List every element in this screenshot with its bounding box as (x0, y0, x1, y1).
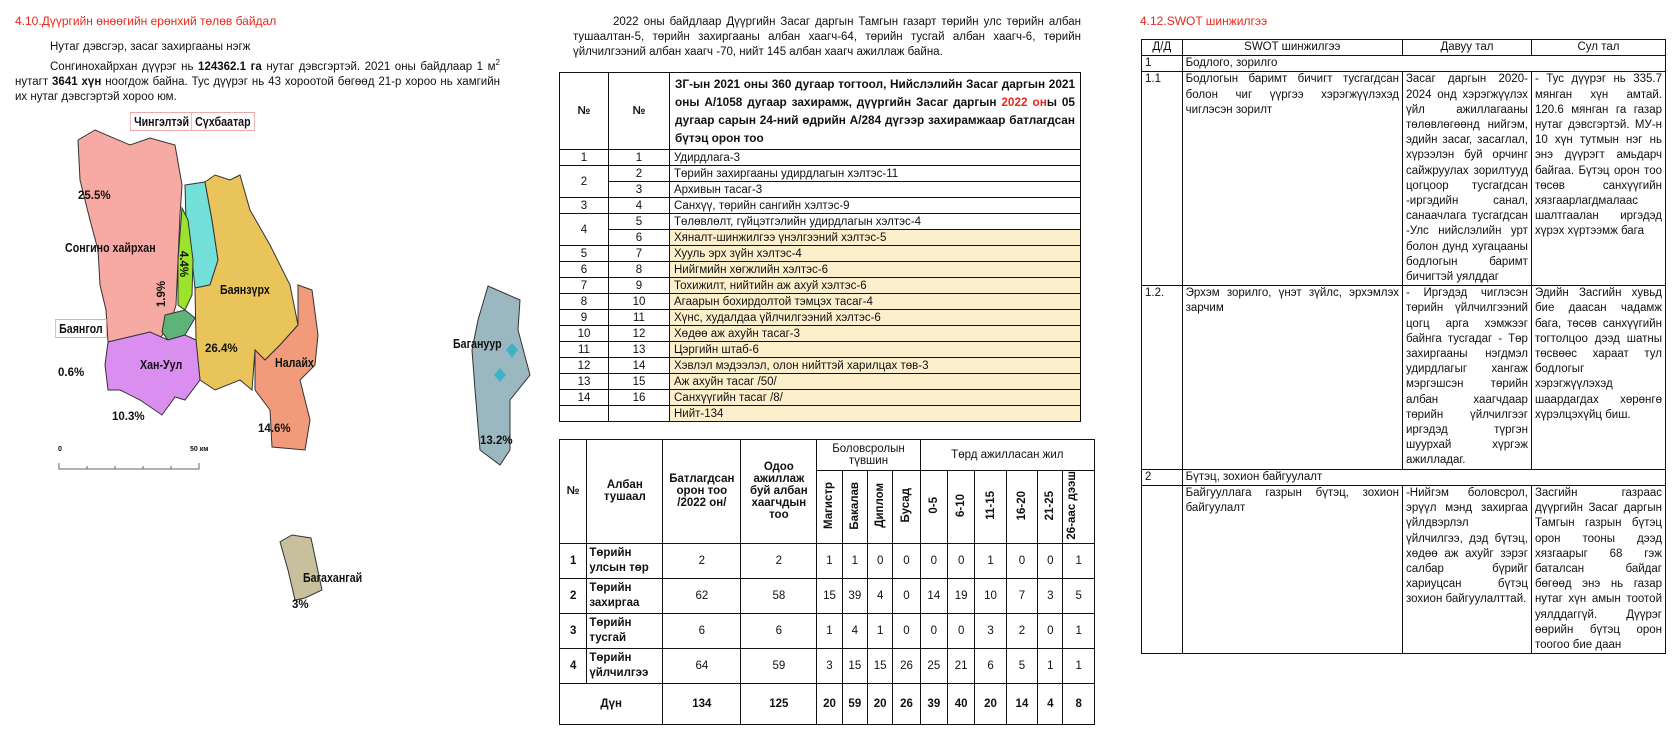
cell-n2 (609, 406, 670, 422)
cell-text: Тохижилт, нийтийн аж ахуй хэлтэс-6 (670, 278, 1081, 294)
cell-edu: 0 (893, 543, 920, 578)
table-row-total (560, 683, 1095, 724)
cell-n1: 2 (560, 166, 609, 198)
cell-no: 3 (560, 613, 587, 648)
col-approved: Батлагдсан орон тоо /2022 он/ (663, 440, 741, 544)
cell-position: Төрийн тусгай (587, 613, 663, 648)
cell-yrs: 0 (1038, 543, 1063, 578)
table-row (1142, 72, 1666, 286)
cell-n1: 13 (560, 374, 609, 390)
label-bayangol: Баянгол (55, 319, 107, 338)
table-row (560, 613, 1095, 648)
cell-yrs: 0 (1038, 613, 1063, 648)
cell-edu: 20 (817, 683, 842, 724)
table-row-total (560, 406, 1081, 422)
section-title-4-10: 4.10.Дүүргийн өнөөгийн ерөнхий төлөв байдал (15, 14, 277, 28)
swot-table (1141, 39, 1666, 654)
row-weakness: - Тус дүүрэг нь 335.7 мянган хүн амтай. 120.6 мянган га газар нутаг дэвсгэртэй. МУ-н 10 хүн тутмын нэг нь энэ дүүрэгт амьдарч байгаа. Бүтэц орон тоо төсөв санхүүгийн хязгаарлагдмалаас шалтгаалан иргэдэд хүрэх хүртээмж бага (1531, 72, 1665, 286)
col-structure-header (670, 73, 1081, 150)
col-yrs-16-20: 16-20 (1015, 490, 1028, 520)
cell-edu: 15 (817, 578, 842, 613)
cell-edu: 0 (893, 613, 920, 648)
cell-current: 6 (741, 613, 817, 648)
cell-yrs: 5 (1063, 578, 1095, 613)
header-text-a: ЗГ-ын 2021 оны 360 дугаар тогтоол, Нийслэлийн Засаг даргын 2021 оны А/1058 дугаар захирамж, дүүргийн Засаг даргын (675, 77, 1075, 109)
para-text-2: нутаг дэвсгэртэй. 2021 оны байдлаар 1 (261, 60, 484, 73)
col-yrs-6-10: 6-10 (955, 493, 968, 517)
cell-text: Цэргийн штаб-6 (670, 342, 1081, 358)
cell-yrs: 39 (920, 683, 947, 724)
cell-edu: 26 (893, 648, 920, 683)
table-row (560, 246, 1081, 262)
staff-intro-paragraph: 2022 оны байдлаар Дүүргийн Засаг даргын Тамгын газарт төрийн улс төрийн албан тушаалтан-5, төрийн захиргааны албан хаагч-64, төрийн тусгай албан хаагч-6, төрийн үйлчилгээний албан хаагч -70, нийт 145 албан хаагч ажиллаж байна. (573, 16, 1081, 58)
col-no-2: № (609, 73, 670, 150)
pct-baganuur: 13.2% (480, 435, 513, 447)
pct-bagakhangai: 3% (292, 599, 309, 611)
cell-n2: 11 (609, 310, 670, 326)
row-strength: Засаг даргын 2020-2024 онд хэрэгжүүлэх үйл ажиллагааны төлөвлөгөөнд нийгэм, эдийн засаг, засаглал, хүрээлэн буй орчинг сайжруулах зорилтууд цогцоор тусгагдсан -иргэдийн санал, санаачлага тусгагдсан -Улс нийслэлийн урт болон дунд хугацааны бодлогын баримт бичигтэй уялддаг (1402, 72, 1531, 286)
cell-approved: 62 (663, 578, 741, 613)
header-text-b: ы 05 дугаар сарын 24-ний өдрийн А/284 дүгээр захирамжаар батлагдсан бүтэц орон тоо (675, 95, 1075, 145)
cell-yrs: 19 (948, 578, 975, 613)
group-no: 1 (1142, 56, 1183, 72)
table-row (560, 150, 1081, 166)
group-row (1142, 56, 1666, 72)
para-text-3: нутагт (15, 75, 53, 88)
table-row (560, 214, 1081, 230)
table-row (560, 166, 1081, 182)
cell-yrs: 1 (1063, 648, 1095, 683)
row-weakness: Засгийн газраас дүүргийн Засаг даргын Тамгын газрын бүтэц орон тооны дээд хязгаарыг 68 гэж баталсан байдаг бөгөөд энэ нь газар нутаг хүн амын тоотой уялддаггүй. Дүүрэг өөрийн бүтэц орон тоогоо бие даан (1531, 485, 1665, 653)
col-years-group: Төрд ажилласан жил (920, 440, 1094, 471)
cell-yrs: 21 (948, 648, 975, 683)
col-yrs-21-25: 21-25 (1044, 490, 1057, 520)
cell-n1: 1 (560, 150, 609, 166)
cell-current: 58 (741, 578, 817, 613)
cell-n1: 5 (560, 246, 609, 262)
cell-n2: 1 (609, 150, 670, 166)
para-text-4: ноогдож байна. Тус дүүрэг нь 43 хороотой бөгөөд 21-р хороо нь хамгийн их нутаг дэвсгэртэй хороо юм. (15, 75, 501, 103)
cell-n1: 14 (560, 390, 609, 406)
group-row (1142, 469, 1666, 485)
cell-text: Агаарын бохирдолтой тэмцэх тасаг-4 (670, 294, 1081, 310)
table-row (560, 278, 1081, 294)
pct-nalaikh: 14.6% (258, 423, 291, 435)
label-songinokhairkhan: Сонгино хайрхан (65, 240, 156, 255)
table-row (560, 358, 1081, 374)
cell-yrs: 7 (1006, 578, 1037, 613)
cell-n1: 9 (560, 310, 609, 326)
col-current: Одоо ажиллаж буй албан хаагчдын тоо (741, 440, 817, 544)
unit-sup: 2 (495, 58, 500, 67)
section-title-4-12: 4.12.SWOT шинжилгээ (1140, 14, 1268, 28)
label-baganuur: Багануур (453, 336, 502, 351)
row-weakness: Эдийн Засгийн хувьд бие даасан чадамж бага, төсөв санхүүгийн тогтолцоо дээд шатны төсвөөс хараат тул бодлогыг хэрэгжүүлэхэд шаардагдах хөрөнгө хүрэлцэхүйц биш. (1531, 286, 1665, 469)
table-row (560, 326, 1081, 342)
district-map (0, 110, 560, 670)
col-strength: Давуу тал (1402, 40, 1531, 56)
cell-edu: 59 (842, 683, 867, 724)
cell-n2: 4 (609, 198, 670, 214)
table-row (560, 543, 1095, 578)
cell-yrs: 1 (975, 543, 1006, 578)
label-nalaikh: Налайх (275, 355, 314, 370)
cell-edu: 0 (893, 578, 920, 613)
cell-n1: 10 (560, 326, 609, 342)
cell-text: Нийт-134 (670, 406, 1081, 422)
group-no: 2 (1142, 469, 1183, 485)
cell-n2: 6 (609, 230, 670, 246)
cell-n2: 13 (609, 342, 670, 358)
cell-yrs: 20 (975, 683, 1006, 724)
cell-position: Төрийн захиргаа (587, 578, 663, 613)
para-text-1: Сонгинохайрхан дүүрэг нь (50, 60, 199, 73)
cell-text: Хууль эрх зүйн хэлтэс-4 (670, 246, 1081, 262)
table-row (560, 198, 1081, 214)
table-row (560, 648, 1095, 683)
cell-n2: 2 (609, 166, 670, 182)
row-item: Байгууллага газрын бүтэц, зохион байгуулалт (1182, 485, 1402, 653)
col-diploma: Диплом (874, 482, 887, 528)
cell-yrs: 1 (1038, 648, 1063, 683)
cell-n2: 5 (609, 214, 670, 230)
cell-text: Удирдлага-3 (670, 150, 1081, 166)
cell-yrs: 1 (1063, 543, 1095, 578)
cell-text: Санхүүгийн тасаг /8/ (670, 390, 1081, 406)
cell-position: Төрийн үйлчилгээ (587, 648, 663, 683)
cell-text: Архивын тасаг-3 (670, 182, 1081, 198)
cell-edu: 1 (867, 613, 892, 648)
col-yrs-0-5: 0-5 (927, 496, 940, 514)
row-no: 1.2. (1142, 286, 1183, 469)
cell-n2: 3 (609, 182, 670, 198)
group-title: Бүтэц, зохион байгуулалт (1182, 469, 1665, 485)
subheading: Нутаг дэвсгэр, засаг захиргааны нэгж (50, 41, 251, 53)
structure-table (559, 72, 1081, 422)
col-swot: SWOT шинжилгээ (1182, 40, 1402, 56)
cell-edu: 1 (817, 543, 842, 578)
cell-yrs: 0 (920, 613, 947, 648)
cell-position: Төрийн улсын төр (587, 543, 663, 578)
pct-khan-uul: 10.3% (112, 411, 145, 423)
cell-n2: 16 (609, 390, 670, 406)
cell-yrs: 4 (1038, 683, 1063, 724)
pct-bayanzurkh: 26.4% (205, 343, 238, 355)
row-no: 1.1 (1142, 72, 1183, 286)
col-dd: Д/Д (1142, 40, 1183, 56)
pct-chingeltei: 1.9% (156, 280, 169, 308)
cell-no: 4 (560, 648, 587, 683)
cell-edu: 20 (867, 683, 892, 724)
cell-n2: 10 (609, 294, 670, 310)
cell-yrs: 3 (1038, 578, 1063, 613)
table-row (560, 182, 1081, 198)
cell-yrs: 6 (975, 648, 1006, 683)
pct-songinokhairkhan: 25.5% (78, 190, 111, 202)
table-row (560, 230, 1081, 246)
cell-text: Төрийн захиргааны удирдлагын хэлтэс-11 (670, 166, 1081, 182)
row-strength: - Иргэдэд чиглэсэн төрийн үйлчилгээний цогц арга хэмжээг байнга тусгадаг - Төр захиргааны нэгдмэл удирдлагыг хангаж мэргэшсэн төрийн албан хаагчдаар төрийн үйлчилгээг иргэдэд түргэн шуурхай хүргэж ажилладаг. (1402, 286, 1531, 469)
col-yrs-26-plus: 26-аас дээш (1065, 471, 1078, 540)
cell-yrs: 14 (1006, 683, 1037, 724)
col-no-1: № (560, 73, 609, 150)
cell-approved: 134 (663, 683, 741, 724)
cell-n2: 7 (609, 246, 670, 262)
cell-n1: 12 (560, 358, 609, 374)
cell-n2: 8 (609, 262, 670, 278)
col-position: Албан тушаал (587, 440, 663, 544)
cell-edu: 1 (817, 613, 842, 648)
cell-yrs: 14 (920, 578, 947, 613)
cell-approved: 2 (663, 543, 741, 578)
cell-edu: 0 (867, 543, 892, 578)
cell-current: 125 (741, 683, 817, 724)
cell-n1: 6 (560, 262, 609, 278)
cell-yrs: 8 (1063, 683, 1095, 724)
label-bagakhangai: Багахангай (303, 570, 363, 585)
cell-total-label: Дүн (560, 683, 663, 724)
col-master: Магистр (823, 481, 836, 529)
cell-n2: 14 (609, 358, 670, 374)
table-row (560, 294, 1081, 310)
label-bayanzurkh: Баянзүрх (220, 282, 270, 297)
cell-yrs: 2 (1006, 613, 1037, 648)
cell-edu: 4 (867, 578, 892, 613)
cell-edu: 15 (842, 648, 867, 683)
cell-yrs: 10 (975, 578, 1006, 613)
table-row (560, 578, 1095, 613)
staff-table (559, 439, 1095, 725)
cell-approved: 6 (663, 613, 741, 648)
header-text-red: 2022 он (1001, 95, 1047, 109)
cell-edu: 1 (842, 543, 867, 578)
cell-yrs: 1 (1063, 613, 1095, 648)
table-row (1142, 485, 1666, 653)
col-no: № (560, 440, 587, 544)
col-education-group: Боловсролын түвшин (817, 440, 920, 471)
cell-n2: 12 (609, 326, 670, 342)
row-item: Бодлогын баримт бичигт тусгагдсан болон чиг үүргээ хэрэгжүүлэхэд чиглэсэн зорилт (1182, 72, 1402, 286)
cell-text: Хүнс, худалдаа үйлчилгээний хэлтэс-6 (670, 310, 1081, 326)
cell-yrs: 0 (948, 613, 975, 648)
pct-bayangol: 0.6% (58, 367, 85, 379)
row-strength: -Нийгэм боловсрол, эрүүл мэнд захиргаа үйлдвэрлэл үйлчилгээ, дэд бүтэц, хөдөө аж ахуйг зэрэг салбар бүрийг хариуцсан бүтэц зохион байгуулалттай. (1402, 485, 1531, 653)
table-row (560, 262, 1081, 278)
area-value: 124362.1 га (198, 60, 262, 73)
cell-yrs: 25 (920, 648, 947, 683)
col-bachelor: Бакалав (848, 481, 861, 530)
cell-text: Хэвлэл мэдээлэл, олон нийттэй харилцах төв-3 (670, 358, 1081, 374)
cell-yrs: 0 (920, 543, 947, 578)
cell-edu: 4 (842, 613, 867, 648)
cell-no: 1 (560, 543, 587, 578)
cell-text: Нийгмийн хөгжлийн хэлтэс-6 (670, 262, 1081, 278)
cell-edu: 3 (817, 648, 842, 683)
cell-text: Санхүү, төрийн сангийн хэлтэс-9 (670, 198, 1081, 214)
row-item: Эрхэм зорилго, үнэт зүйлс, эрхэмлэх зарчим (1182, 286, 1402, 469)
cell-yrs: 0 (1006, 543, 1037, 578)
cell-n2: 15 (609, 374, 670, 390)
cell-text: Хөдөө аж ахуйн тасаг-3 (670, 326, 1081, 342)
intro-paragraph (15, 40, 500, 105)
table-row (560, 342, 1081, 358)
cell-text: Аж ахуйн тасаг /50/ (670, 374, 1081, 390)
pct-sukhbaatar: 4.4% (177, 250, 190, 278)
row-no (1142, 485, 1183, 653)
cell-yrs: 3 (975, 613, 1006, 648)
cell-yrs: 40 (948, 683, 975, 724)
col-weakness: Сул тал (1531, 40, 1665, 56)
cell-n1: 8 (560, 294, 609, 310)
label-chingeltei: Чингэлтэй (130, 112, 193, 131)
cell-current: 2 (741, 543, 817, 578)
cell-n1: 7 (560, 278, 609, 294)
unit-m: м (487, 60, 496, 73)
cell-no: 2 (560, 578, 587, 613)
col-other: Бусад (900, 488, 913, 523)
cell-approved: 64 (663, 648, 741, 683)
scale-start: 0 (58, 446, 62, 453)
table-row (560, 374, 1081, 390)
col-yrs-11-15: 11-15 (984, 490, 997, 520)
density-value: 3641 хүн (52, 75, 102, 88)
table-row (560, 390, 1081, 406)
cell-n1: 11 (560, 342, 609, 358)
cell-n1: 3 (560, 198, 609, 214)
scale-end: 50 км (190, 446, 209, 453)
label-sukhbaatar: Сүхбаатар (191, 112, 255, 131)
table-row (1142, 286, 1666, 469)
cell-n1: 4 (560, 214, 609, 246)
cell-yrs: 0 (948, 543, 975, 578)
cell-n2: 9 (609, 278, 670, 294)
cell-edu: 39 (842, 578, 867, 613)
cell-current: 59 (741, 648, 817, 683)
cell-text: Төлөвлөлт, гүйцэтгэлийн удирдлагын хэлтэс-4 (670, 214, 1081, 230)
group-title: Бодлого, зорилго (1182, 56, 1665, 72)
label-khan-uul: Хан-Уул (140, 357, 183, 372)
table-row (560, 310, 1081, 326)
cell-n1 (560, 406, 609, 422)
cell-edu: 26 (893, 683, 920, 724)
cell-text: Хяналт-шинжилгээ үнэлгээний хэлтэс-5 (670, 230, 1081, 246)
cell-yrs: 5 (1006, 648, 1037, 683)
cell-edu: 15 (867, 648, 892, 683)
